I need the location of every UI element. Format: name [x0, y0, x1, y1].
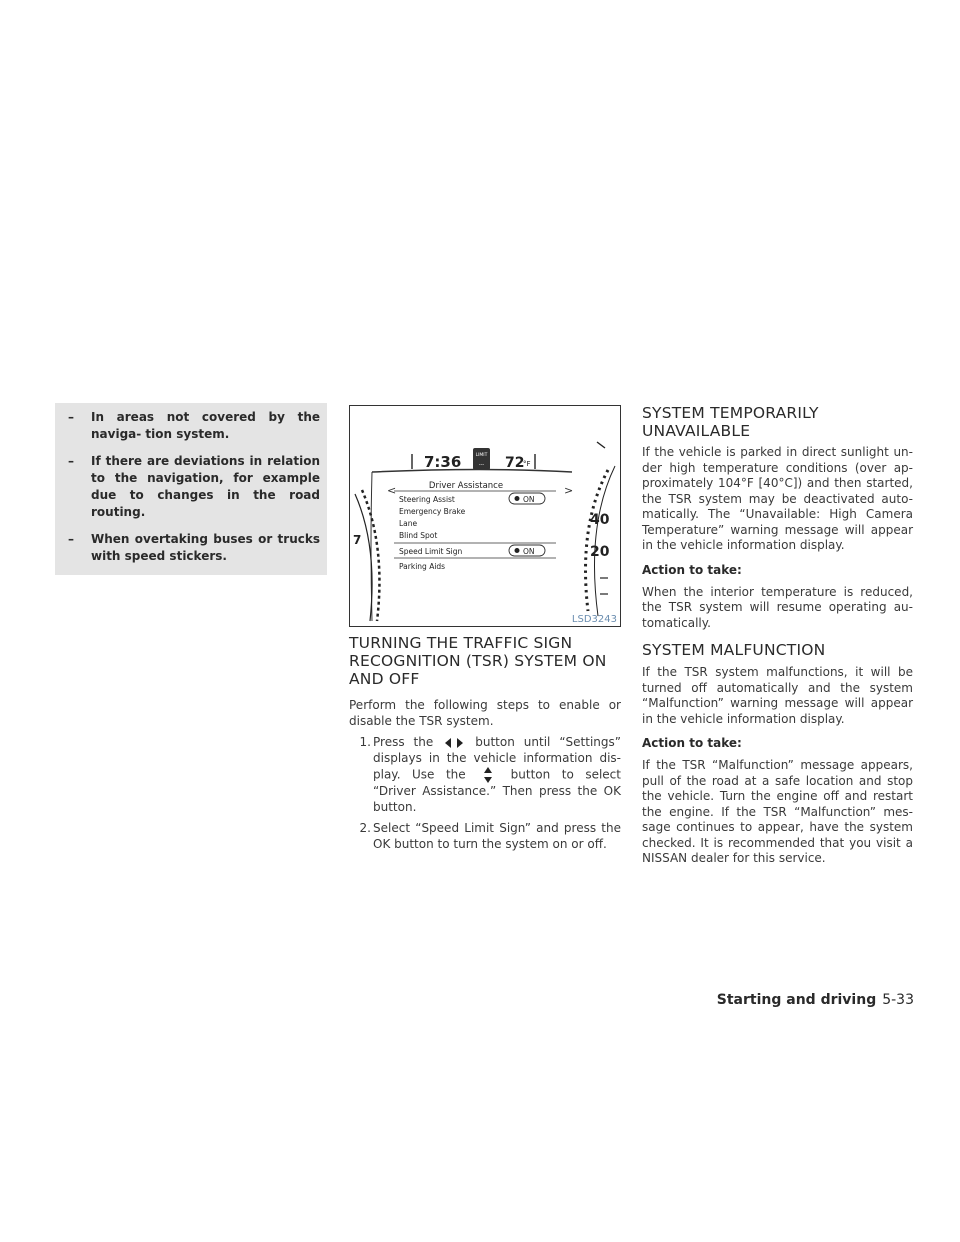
chevron-left-icon: < — [387, 484, 397, 497]
speedo-label: 20 — [590, 544, 610, 560]
footer-page-number: 5-33 — [882, 992, 914, 1008]
menu-item: Lane — [399, 519, 418, 528]
speedo-label: 40 — [590, 512, 610, 528]
intro-paragraph: Perform the following steps to enable or disable the TSR system. — [349, 698, 621, 728]
up-down-arrow-icon — [477, 766, 499, 784]
step-text: button to select “Driver Assistance.” Then press the OK button. — [373, 767, 621, 814]
left-gauge-label: 7 — [353, 533, 362, 547]
note-text: When overtaking buses or trucks with speed stickers. — [91, 532, 320, 563]
unavailable-action: When the interior temperature is reduced, the TSR system will resume operating au- tomatically. — [642, 584, 913, 630]
toggle-dot — [515, 496, 520, 501]
step-text: Press the — [373, 735, 434, 749]
note-item — [63, 409, 320, 443]
screen-top-edge — [372, 470, 572, 473]
menu-item: Speed Limit Sign — [399, 547, 463, 556]
section-heading — [349, 634, 621, 688]
section-heading-malfunction: SYSTEM MALFUNCTION — [642, 641, 826, 659]
step-text: Select “Speed Limit Sign” and press the OK button to turn the system on or off. — [373, 821, 621, 851]
heading-line: SYSTEM TEMPORARILY — [642, 404, 819, 422]
toggle-label: ON — [523, 495, 535, 504]
speedo-needle-top — [597, 442, 605, 448]
limit-sign-value: --- — [478, 462, 485, 468]
temp-unit: °F — [523, 460, 531, 468]
note-dash: – — [68, 410, 74, 424]
action-label: Action to take: — [642, 562, 742, 577]
footer-section: Starting and driving — [716, 992, 877, 1008]
temp-text: 72 — [505, 455, 525, 471]
note-item — [63, 531, 320, 565]
note-text: In areas not covered by the naviga- tion system. — [91, 410, 320, 441]
dashboard-figure — [349, 405, 621, 627]
toggle-label: ON — [523, 547, 535, 556]
step-1 — [349, 735, 621, 815]
step-text: button until “Settings” displays in the vehicle information dis- play. Use the — [373, 735, 621, 782]
note-dash: – — [68, 532, 74, 546]
chevron-right-icon: > — [564, 484, 574, 497]
action-label: Action to take: — [642, 736, 742, 750]
toggle-dot — [515, 548, 520, 553]
note-item — [63, 453, 320, 521]
note-text: If there are deviations in relation to the navigation, for example due to changes in the road routing. — [91, 454, 320, 519]
figure-id: LSD3243 — [571, 614, 617, 625]
menu-item: Emergency Brake — [399, 507, 466, 516]
step-number: 2. — [359, 821, 371, 835]
heading-line: AND OFF — [349, 670, 420, 688]
section-turning — [349, 634, 621, 852]
malfunction-action: If the TSR “Malfunction” message appears, pull of the road at a safe location and stop the vehicle. Turn the engine off and restart the engine. If the TSR “Malfunction” mes- sage continues to appear, have the system checked. It is recommended that you visit a NISSAN dealer for this service. — [642, 758, 913, 865]
page-footer — [717, 992, 914, 1008]
clock-text: 7:36 — [424, 453, 462, 471]
heading-line: RECOGNITION (TSR) SYSTEM ON — [349, 652, 607, 670]
note-dash: – — [68, 454, 74, 468]
left-right-arrow-icon — [442, 736, 466, 750]
note-box — [55, 403, 327, 575]
right-column — [642, 404, 913, 867]
menu-item: Steering Assist — [399, 495, 455, 504]
menu-title: Driver Assistance — [428, 481, 504, 491]
limit-sign-label: LIMIT — [475, 453, 488, 458]
heading-line: TURNING THE TRAFFIC SIGN — [349, 634, 573, 652]
menu-item: Blind Spot — [399, 531, 438, 540]
unavailable-paragraph: If the vehicle is parked in direct sunlight un- der high temperature conditions (over ap- proximately 104°F [40°C]) and then started, the TSR system may be deactivated auto- matically. The “Unavailable: High Camera Temperature” warning message will appear in the vehicle information display. — [642, 445, 913, 552]
dashboard-illustration — [350, 406, 621, 627]
step-2 — [349, 821, 621, 852]
malfunction-paragraph: If the TSR system malfunctions, it will be turned off automatically and the system “Malfunction” warning message will appear in the vehicle information display. — [642, 665, 913, 726]
section-heading-unavailable — [642, 404, 913, 440]
step-number: 1. — [359, 735, 371, 749]
heading-line: UNAVAILABLE — [642, 422, 751, 440]
menu-item: Parking Aids — [399, 562, 446, 571]
